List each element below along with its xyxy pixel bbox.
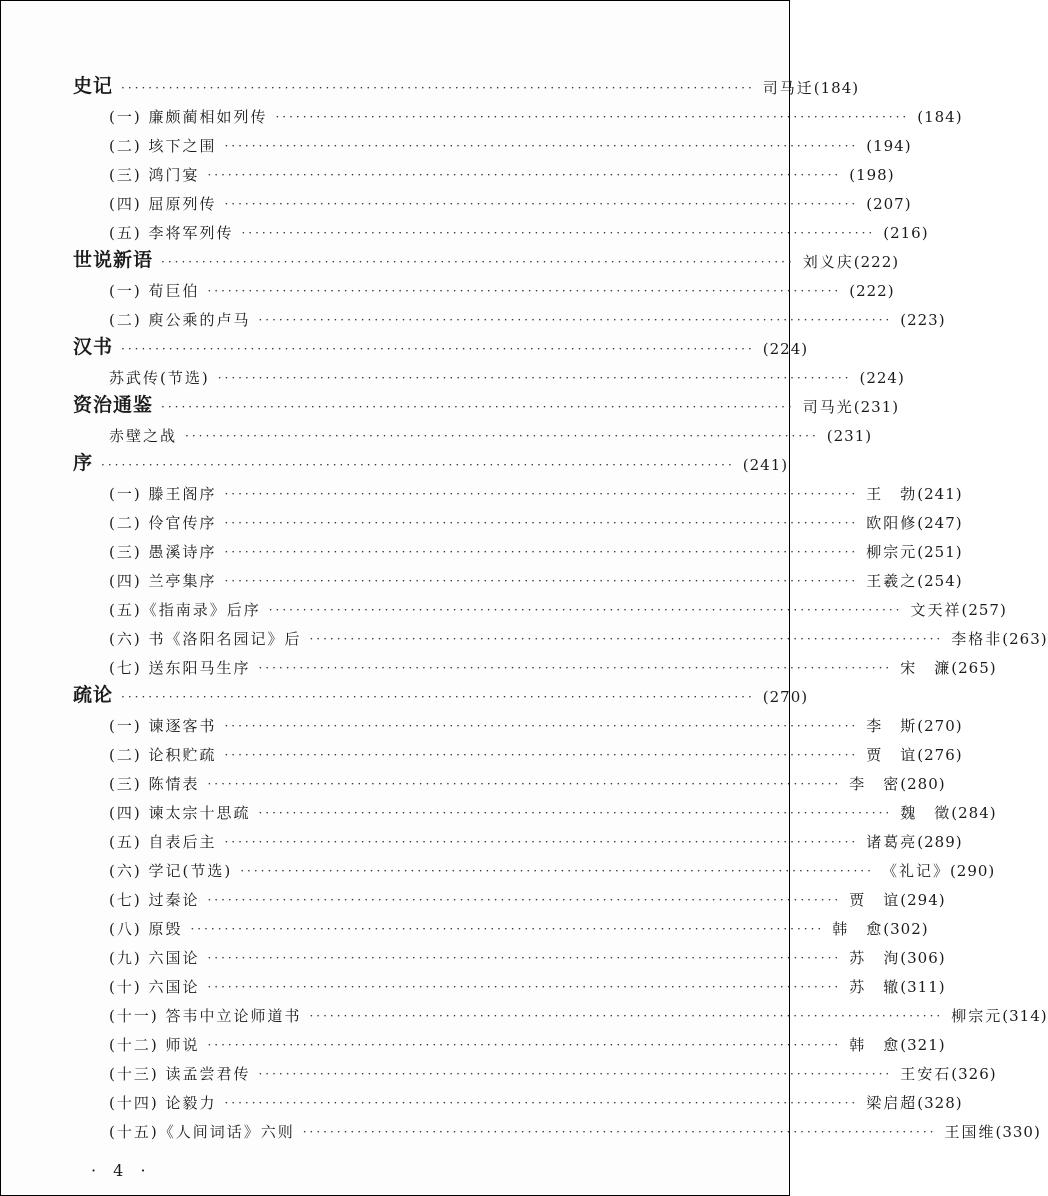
entry-page-number: (184) bbox=[813, 79, 860, 97]
entry-reference bbox=[866, 719, 962, 734]
entry-author: 苏 洵 bbox=[849, 949, 901, 967]
entry-reference bbox=[849, 777, 945, 792]
entry-author: 李格非 bbox=[951, 630, 1003, 648]
toc-entry-row bbox=[1, 908, 929, 938]
leader-dots: ····························································································· bbox=[240, 864, 874, 878]
entry-title: (十) 六国论 bbox=[109, 978, 200, 996]
toc-entry-row bbox=[1, 763, 946, 793]
entry-reference bbox=[866, 835, 962, 850]
entry-reference bbox=[866, 1096, 962, 1111]
entry-page-number: (251) bbox=[917, 543, 963, 561]
leader-dots: ····························································································· bbox=[309, 632, 944, 646]
entry-page-number: (198) bbox=[849, 166, 895, 184]
entry-author: 李 密 bbox=[849, 775, 901, 793]
toc-section-row bbox=[1, 676, 809, 706]
leader-dots: ····························································································· bbox=[224, 139, 859, 153]
entry-author: 宋 濂 bbox=[900, 659, 952, 677]
table-of-contents bbox=[1, 67, 1048, 1141]
entry-page-number: (294) bbox=[900, 891, 946, 909]
entry-reference bbox=[866, 516, 962, 531]
entry-page-number: (302) bbox=[883, 920, 929, 938]
entry-title: (二) 庾公乘的卢马 bbox=[109, 311, 251, 329]
entry-page-number: (222) bbox=[849, 282, 895, 300]
entry-page-number: (231) bbox=[853, 398, 900, 416]
leader-dots: ····························································································· bbox=[207, 951, 842, 965]
toc-entry-row bbox=[1, 937, 946, 967]
entry-title: (十二) 师说 bbox=[109, 1036, 200, 1054]
entry-reference bbox=[917, 110, 962, 125]
toc-entry-row bbox=[1, 270, 895, 300]
entry-title: (四) 谏太宗十思疏 bbox=[109, 804, 251, 822]
entry-author: 韩 愈 bbox=[832, 920, 884, 938]
leader-dots: ····························································································· bbox=[224, 1096, 859, 1110]
entry-title: (六) 学记(节选) bbox=[109, 862, 233, 880]
entry-page-number: (280) bbox=[900, 775, 946, 793]
toc-entry-row bbox=[1, 415, 873, 445]
entry-author: 贾 谊 bbox=[866, 746, 918, 764]
entry-title: (十五)《人间词话》六则 bbox=[109, 1123, 295, 1141]
entry-title: (五)《指南录》后序 bbox=[109, 601, 261, 619]
entry-title: (二) 垓下之围 bbox=[109, 137, 217, 155]
entry-title: (四) 兰亭集序 bbox=[109, 572, 217, 590]
entry-page-number: (216) bbox=[883, 224, 929, 242]
entry-page-number: (311) bbox=[900, 978, 946, 996]
entry-reference bbox=[849, 284, 894, 299]
toc-entry-row bbox=[1, 1111, 1041, 1141]
section-title: 史记 bbox=[73, 75, 114, 97]
entry-title: (三) 陈情表 bbox=[109, 775, 200, 793]
leader-dots: ····························································································· bbox=[161, 400, 795, 414]
leader-dots: ····························································································· bbox=[224, 487, 859, 501]
leader-dots: ····························································································· bbox=[217, 371, 852, 385]
entry-reference bbox=[883, 226, 928, 241]
entry-reference bbox=[743, 458, 788, 473]
toc-entry-row bbox=[1, 966, 946, 996]
toc-entry-row bbox=[1, 560, 963, 590]
toc-entry-row bbox=[1, 734, 963, 764]
toc-entry-row bbox=[1, 299, 946, 329]
entry-reference bbox=[849, 980, 945, 995]
entry-page-number: (289) bbox=[917, 833, 963, 851]
entry-reference bbox=[944, 1125, 1040, 1140]
entry-page-number: (241) bbox=[742, 456, 789, 474]
entry-reference bbox=[951, 1009, 1047, 1024]
toc-section-row bbox=[1, 386, 900, 416]
toc-section-row bbox=[1, 444, 789, 473]
page-number: · 4 · bbox=[91, 1161, 152, 1180]
section-title: 汉书 bbox=[73, 336, 114, 358]
entry-page-number: (306) bbox=[900, 949, 946, 967]
entry-reference bbox=[900, 661, 996, 676]
toc-entry-row bbox=[1, 357, 905, 387]
entry-author: 贾 谊 bbox=[849, 891, 901, 909]
leader-dots: ····························································································· bbox=[161, 255, 795, 269]
entry-title: (四) 屈原列传 bbox=[109, 195, 217, 213]
leader-dots: ····························································································· bbox=[207, 284, 842, 298]
entry-reference bbox=[866, 748, 962, 763]
entry-page-number: (223) bbox=[900, 311, 946, 329]
leader-dots: ····························································································· bbox=[224, 197, 859, 211]
entry-title: (二) 伶官传序 bbox=[109, 514, 217, 532]
section-title: 资治通鉴 bbox=[73, 394, 154, 416]
entry-reference bbox=[763, 81, 859, 96]
toc-entry-row bbox=[1, 473, 963, 503]
toc-entry-row bbox=[1, 705, 963, 735]
leader-dots: ····························································································· bbox=[224, 719, 859, 733]
leader-dots: ····························································································· bbox=[121, 81, 755, 95]
entry-reference bbox=[849, 168, 894, 183]
leader-dots: ····························································································· bbox=[121, 690, 755, 704]
entry-author: 梁启超 bbox=[866, 1094, 918, 1112]
entry-page-number: (276) bbox=[917, 746, 963, 764]
entry-title: (七) 过秦论 bbox=[109, 891, 200, 909]
leader-dots: ····························································································· bbox=[207, 168, 842, 182]
entry-title: 苏武传(节选) bbox=[109, 369, 210, 387]
entry-author: 欧阳修 bbox=[866, 514, 918, 532]
entry-title: (八) 原毁 bbox=[109, 920, 183, 938]
leader-dots: ····························································································· bbox=[275, 110, 910, 124]
entry-title: (二) 论积贮疏 bbox=[109, 746, 217, 764]
toc-entry-row bbox=[1, 1024, 946, 1054]
leader-dots: ····························································································· bbox=[258, 806, 893, 820]
entry-author: 诸葛亮 bbox=[866, 833, 918, 851]
leader-dots: ····························································································· bbox=[309, 1009, 944, 1023]
entry-page-number: (247) bbox=[917, 514, 963, 532]
entry-page-number: (254) bbox=[917, 572, 963, 590]
toc-section-row bbox=[1, 241, 900, 271]
entry-title: (十四) 论毅力 bbox=[109, 1094, 217, 1112]
toc-entry-row bbox=[1, 821, 963, 851]
entry-page-number: (222) bbox=[853, 253, 900, 271]
entry-reference bbox=[866, 197, 911, 212]
entry-author: 王安石 bbox=[900, 1065, 952, 1083]
entry-reference bbox=[849, 1038, 945, 1053]
toc-entry-row bbox=[1, 792, 997, 822]
entry-page-number: (270) bbox=[762, 688, 809, 706]
entry-reference bbox=[849, 951, 945, 966]
entry-title: (一) 廉颇蔺相如列传 bbox=[109, 108, 268, 126]
entry-title: (十三) 读孟尝君传 bbox=[109, 1065, 251, 1083]
entry-page-number: (184) bbox=[917, 108, 963, 126]
leader-dots: ····························································································· bbox=[190, 922, 825, 936]
toc-section-row bbox=[1, 67, 860, 97]
toc-entry-row bbox=[1, 995, 1048, 1025]
entry-reference bbox=[849, 893, 945, 908]
leader-dots: ····························································································· bbox=[121, 342, 755, 356]
entry-page-number: (231) bbox=[826, 427, 873, 445]
entry-author: 柳宗元 bbox=[866, 543, 918, 561]
entry-reference bbox=[859, 371, 904, 386]
entry-reference bbox=[827, 429, 872, 444]
toc-entry-row bbox=[1, 850, 996, 880]
entry-page-number: (194) bbox=[866, 137, 912, 155]
entry-author: 魏 徵 bbox=[900, 804, 952, 822]
leader-dots: ····························································································· bbox=[224, 574, 859, 588]
entry-title: (一) 滕王阁序 bbox=[109, 485, 217, 503]
entry-page-number: (224) bbox=[762, 340, 809, 358]
toc-entry-row bbox=[1, 531, 963, 561]
entry-reference bbox=[866, 545, 962, 560]
entry-author: 苏 辙 bbox=[849, 978, 901, 996]
entry-title: (十一) 答韦中立论师道书 bbox=[109, 1007, 302, 1025]
entry-reference bbox=[803, 255, 899, 270]
toc-entry-row bbox=[1, 1053, 997, 1083]
entry-page-number: (290) bbox=[949, 862, 996, 880]
leader-dots: ····························································································· bbox=[258, 1067, 893, 1081]
entry-page-number: (326) bbox=[951, 1065, 997, 1083]
leader-dots: ····························································································· bbox=[241, 226, 876, 240]
entry-reference bbox=[951, 632, 1047, 647]
toc-section-row bbox=[1, 328, 809, 358]
toc-entry-row bbox=[1, 589, 1007, 619]
entry-title: (一) 荀巨伯 bbox=[109, 282, 200, 300]
leader-dots: ····························································································· bbox=[207, 777, 842, 791]
leader-dots: ····························································································· bbox=[207, 980, 842, 994]
toc-entry-row bbox=[1, 647, 997, 677]
entry-author: 司马迁 bbox=[762, 79, 814, 97]
toc-entry-row bbox=[1, 879, 946, 909]
entry-author: 李 斯 bbox=[866, 717, 918, 735]
entry-title: (五) 自表后主 bbox=[109, 833, 217, 851]
entry-title: (六) 书《洛阳名园记》后 bbox=[109, 630, 302, 648]
toc-entry-row bbox=[1, 1082, 963, 1112]
entry-reference bbox=[866, 487, 962, 502]
entry-page-number: (241) bbox=[917, 485, 963, 503]
entry-page-number: (321) bbox=[900, 1036, 946, 1054]
toc-entry-row bbox=[1, 125, 912, 155]
entry-page-number: (207) bbox=[866, 195, 912, 213]
entry-reference bbox=[900, 806, 996, 821]
entry-page-number: (284) bbox=[951, 804, 997, 822]
leader-dots: ····························································································· bbox=[185, 429, 819, 443]
entry-author: 《礼记》 bbox=[881, 862, 950, 880]
entry-author: 韩 愈 bbox=[849, 1036, 901, 1054]
leader-dots: ····························································································· bbox=[258, 313, 893, 327]
entry-page-number: (330) bbox=[995, 1123, 1041, 1141]
entry-reference bbox=[910, 603, 1006, 618]
entry-reference bbox=[882, 864, 995, 879]
leader-dots: ····························································································· bbox=[268, 603, 903, 617]
entry-title: (三) 鸿门宴 bbox=[109, 166, 200, 184]
entry-reference bbox=[803, 400, 899, 415]
entry-author: 司马光 bbox=[802, 398, 854, 416]
entry-author: 文天祥 bbox=[910, 601, 962, 619]
entry-page-number: (224) bbox=[859, 369, 905, 387]
entry-reference bbox=[900, 313, 945, 328]
entry-author: 柳宗元 bbox=[951, 1007, 1003, 1025]
entry-reference bbox=[763, 342, 808, 357]
leader-dots: ····························································································· bbox=[207, 1038, 842, 1052]
entry-title: 赤壁之战 bbox=[109, 427, 178, 445]
leader-dots: ····························································································· bbox=[224, 748, 859, 762]
toc-entry-row bbox=[1, 183, 912, 213]
toc-entry-row bbox=[1, 96, 963, 126]
entry-page-number: (265) bbox=[951, 659, 997, 677]
entry-reference bbox=[763, 690, 808, 705]
leader-dots: ····························································································· bbox=[224, 545, 859, 559]
leader-dots: ····························································································· bbox=[101, 458, 735, 472]
entry-page-number: (257) bbox=[961, 601, 1007, 619]
entry-author: 王羲之 bbox=[866, 572, 918, 590]
entry-reference bbox=[866, 574, 962, 589]
entry-reference bbox=[866, 139, 911, 154]
toc-entry-row bbox=[1, 154, 895, 184]
entry-title: (九) 六国论 bbox=[109, 949, 200, 967]
entry-title: (七) 送东阳马生序 bbox=[109, 659, 251, 677]
toc-entry-row bbox=[1, 212, 929, 242]
entry-reference bbox=[832, 922, 928, 937]
section-title: 世说新语 bbox=[73, 249, 154, 271]
section-title: 序 bbox=[73, 452, 94, 474]
leader-dots: ····························································································· bbox=[224, 835, 859, 849]
entry-title: (三) 愚溪诗序 bbox=[109, 543, 217, 561]
toc-entry-row bbox=[1, 502, 963, 532]
entry-author: 王国维 bbox=[944, 1123, 996, 1141]
leader-dots: ····························································································· bbox=[258, 661, 893, 675]
entry-title: (五) 李将军列传 bbox=[109, 224, 234, 242]
entry-title: (一) 谏逐客书 bbox=[109, 717, 217, 735]
leader-dots: ····························································································· bbox=[207, 893, 842, 907]
entry-page-number: (263) bbox=[1002, 630, 1048, 648]
entry-author: 王 勃 bbox=[866, 485, 918, 503]
leader-dots: ····························································································· bbox=[224, 516, 859, 530]
toc-entry-row bbox=[1, 618, 1048, 648]
entry-page-number: (328) bbox=[917, 1094, 963, 1112]
entry-reference bbox=[900, 1067, 996, 1082]
leader-dots: ····························································································· bbox=[302, 1125, 937, 1139]
entry-page-number: (314) bbox=[1002, 1007, 1048, 1025]
entry-author: 刘义庆 bbox=[802, 253, 854, 271]
section-title: 疏论 bbox=[73, 684, 114, 706]
entry-page-number: (270) bbox=[917, 717, 963, 735]
